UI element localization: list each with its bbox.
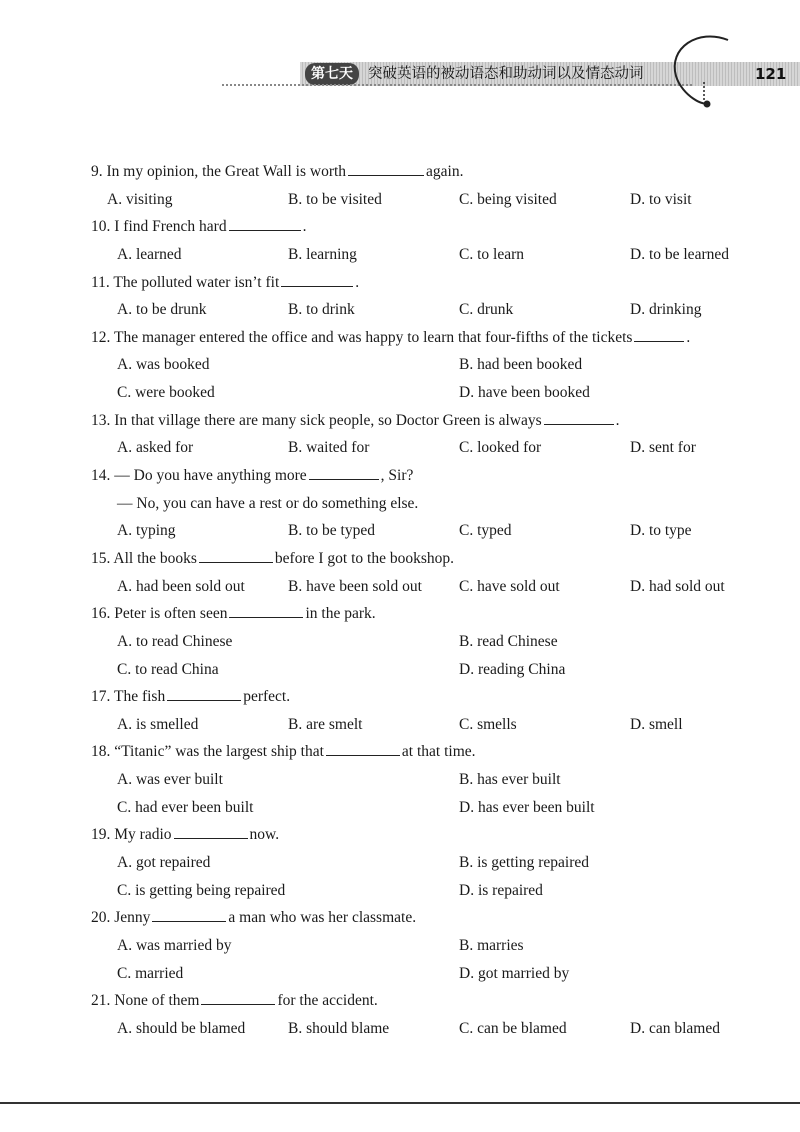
question-stem: 12. The manager entered the office and was happy to learn that four-fifths of the tickets . — [0, 324, 800, 352]
options-row — [0, 794, 800, 822]
option-b[interactable]: B. is getting repaired — [459, 854, 589, 872]
option-c[interactable]: C. being visited — [459, 190, 557, 208]
chapter-title: 突破英语的被动语态和助动词以及情态动词 — [368, 66, 644, 82]
option-d[interactable]: D. can blamed — [630, 1019, 720, 1037]
option-d[interactable]: D. got married by — [459, 964, 570, 982]
question-stem: 9. In my opinion, the Great Wall is worth again. — [0, 158, 800, 186]
option-b[interactable]: B. to drink — [288, 301, 355, 319]
question-stem: 13. In that village there are many sick people, so Doctor Green is always . — [0, 407, 800, 435]
answer-blank — [201, 987, 275, 1005]
option-b[interactable]: B. to be visited — [288, 190, 382, 208]
options-row — [0, 434, 800, 462]
answer-blank — [281, 269, 353, 287]
answer-blank — [229, 600, 303, 618]
question-list — [0, 158, 800, 1043]
header-dotted-line — [222, 84, 692, 86]
options-row — [0, 1015, 800, 1043]
question-stem: 21. None of them for the accident. — [0, 987, 800, 1015]
option-a[interactable]: A. was booked — [117, 356, 210, 374]
option-a[interactable]: A. had been sold out — [117, 577, 245, 595]
option-c[interactable]: C. drunk — [459, 301, 514, 319]
options-row — [0, 186, 800, 214]
option-a[interactable]: A. asked for — [117, 439, 194, 457]
option-d[interactable]: D. to type — [630, 522, 692, 540]
page-header — [0, 0, 800, 130]
option-b[interactable]: B. waited for — [288, 439, 370, 457]
option-d[interactable]: D. sent for — [630, 439, 696, 457]
answer-blank — [199, 545, 273, 563]
option-b[interactable]: B. to be typed — [288, 522, 375, 540]
option-d[interactable]: D. smell — [630, 715, 683, 733]
options-row — [0, 517, 800, 545]
option-d[interactable]: D. have been booked — [459, 384, 590, 402]
options-row — [0, 849, 800, 877]
answer-blank — [152, 904, 226, 922]
page-curl-icon — [668, 28, 748, 118]
option-b[interactable]: B. should blame — [288, 1019, 390, 1037]
option-d[interactable]: D. drinking — [630, 301, 702, 319]
option-c[interactable]: C. to read China — [117, 660, 219, 678]
option-a[interactable]: A. learned — [117, 245, 182, 263]
question-stem: 17. The fish perfect. — [0, 683, 800, 711]
option-a[interactable]: A. was married by — [117, 936, 232, 954]
options-row — [0, 711, 800, 739]
option-d[interactable]: D. has ever been built — [459, 798, 595, 816]
option-d[interactable]: D. is repaired — [459, 881, 543, 899]
option-c[interactable]: C. typed — [459, 522, 512, 540]
option-a[interactable]: A. is smelled — [117, 715, 199, 733]
options-row — [0, 766, 800, 794]
option-b[interactable]: B. has ever built — [459, 771, 561, 789]
option-a[interactable]: A. typing — [117, 522, 176, 540]
option-b[interactable]: B. had been booked — [459, 356, 583, 374]
option-a[interactable]: A. should be blamed — [117, 1019, 246, 1037]
answer-blank — [167, 683, 241, 701]
option-b[interactable]: B. marries — [459, 936, 524, 954]
option-d[interactable]: D. to visit — [630, 190, 692, 208]
option-c[interactable]: C. married — [117, 964, 184, 982]
question-stem: 15. All the books before I got to the bookshop. — [0, 545, 800, 573]
question-stem: 11. The polluted water isn’t fit . — [0, 269, 800, 297]
option-d[interactable]: D. had sold out — [630, 577, 725, 595]
option-a[interactable]: A. visiting — [107, 190, 173, 208]
option-c[interactable]: C. had ever been built — [117, 798, 254, 816]
answer-blank — [634, 324, 684, 342]
option-a[interactable]: A. to read Chinese — [117, 632, 233, 650]
options-row — [0, 960, 800, 988]
options-row — [0, 351, 800, 379]
option-d[interactable]: D. reading China — [459, 660, 566, 678]
option-c[interactable]: C. to learn — [459, 245, 524, 263]
answer-blank — [544, 407, 614, 425]
answer-blank — [229, 213, 301, 231]
answer-blank — [326, 738, 400, 756]
answer-blank — [348, 158, 424, 176]
option-b[interactable]: B. learning — [288, 245, 357, 263]
options-row — [0, 656, 800, 684]
option-c[interactable]: C. smells — [459, 715, 517, 733]
answer-blank — [174, 821, 248, 839]
option-b[interactable]: B. are smelt — [288, 715, 363, 733]
question-reply: — No, you can have a rest or do something else. — [117, 494, 419, 512]
option-d[interactable]: D. to be learned — [630, 245, 729, 263]
question-stem: 16. Peter is often seen in the park. — [0, 600, 800, 628]
day-badge: 第七天 — [305, 63, 359, 85]
question-stem: 19. My radio now. — [0, 821, 800, 849]
footer-rule — [0, 1102, 800, 1104]
question-stem: 18. “Titanic” was the largest ship that at that time. — [0, 738, 800, 766]
options-row — [0, 573, 800, 601]
question-stem: 20. Jenny a man who was her classmate. — [0, 904, 800, 932]
question-stem: 14. — Do you have anything more , Sir? — [0, 462, 800, 490]
options-row — [0, 379, 800, 407]
option-c[interactable]: C. have sold out — [459, 577, 560, 595]
options-row — [0, 241, 800, 269]
answer-blank — [309, 462, 379, 480]
options-row — [0, 877, 800, 905]
option-b[interactable]: B. have been sold out — [288, 577, 422, 595]
options-row — [0, 296, 800, 324]
options-row — [0, 932, 800, 960]
option-c[interactable]: C. were booked — [117, 384, 215, 402]
option-a[interactable]: A. to be drunk — [117, 301, 207, 319]
option-a[interactable]: A. got repaired — [117, 854, 211, 872]
option-b[interactable]: B. read Chinese — [459, 632, 558, 650]
page-number: 121 — [755, 65, 787, 83]
option-c[interactable]: C. can be blamed — [459, 1019, 567, 1037]
option-a[interactable]: A. was ever built — [117, 771, 223, 789]
option-c[interactable]: C. is getting being repaired — [117, 881, 286, 899]
option-c[interactable]: C. looked for — [459, 439, 542, 457]
options-row — [0, 628, 800, 656]
question-stem: 10. I find French hard . — [0, 213, 800, 241]
